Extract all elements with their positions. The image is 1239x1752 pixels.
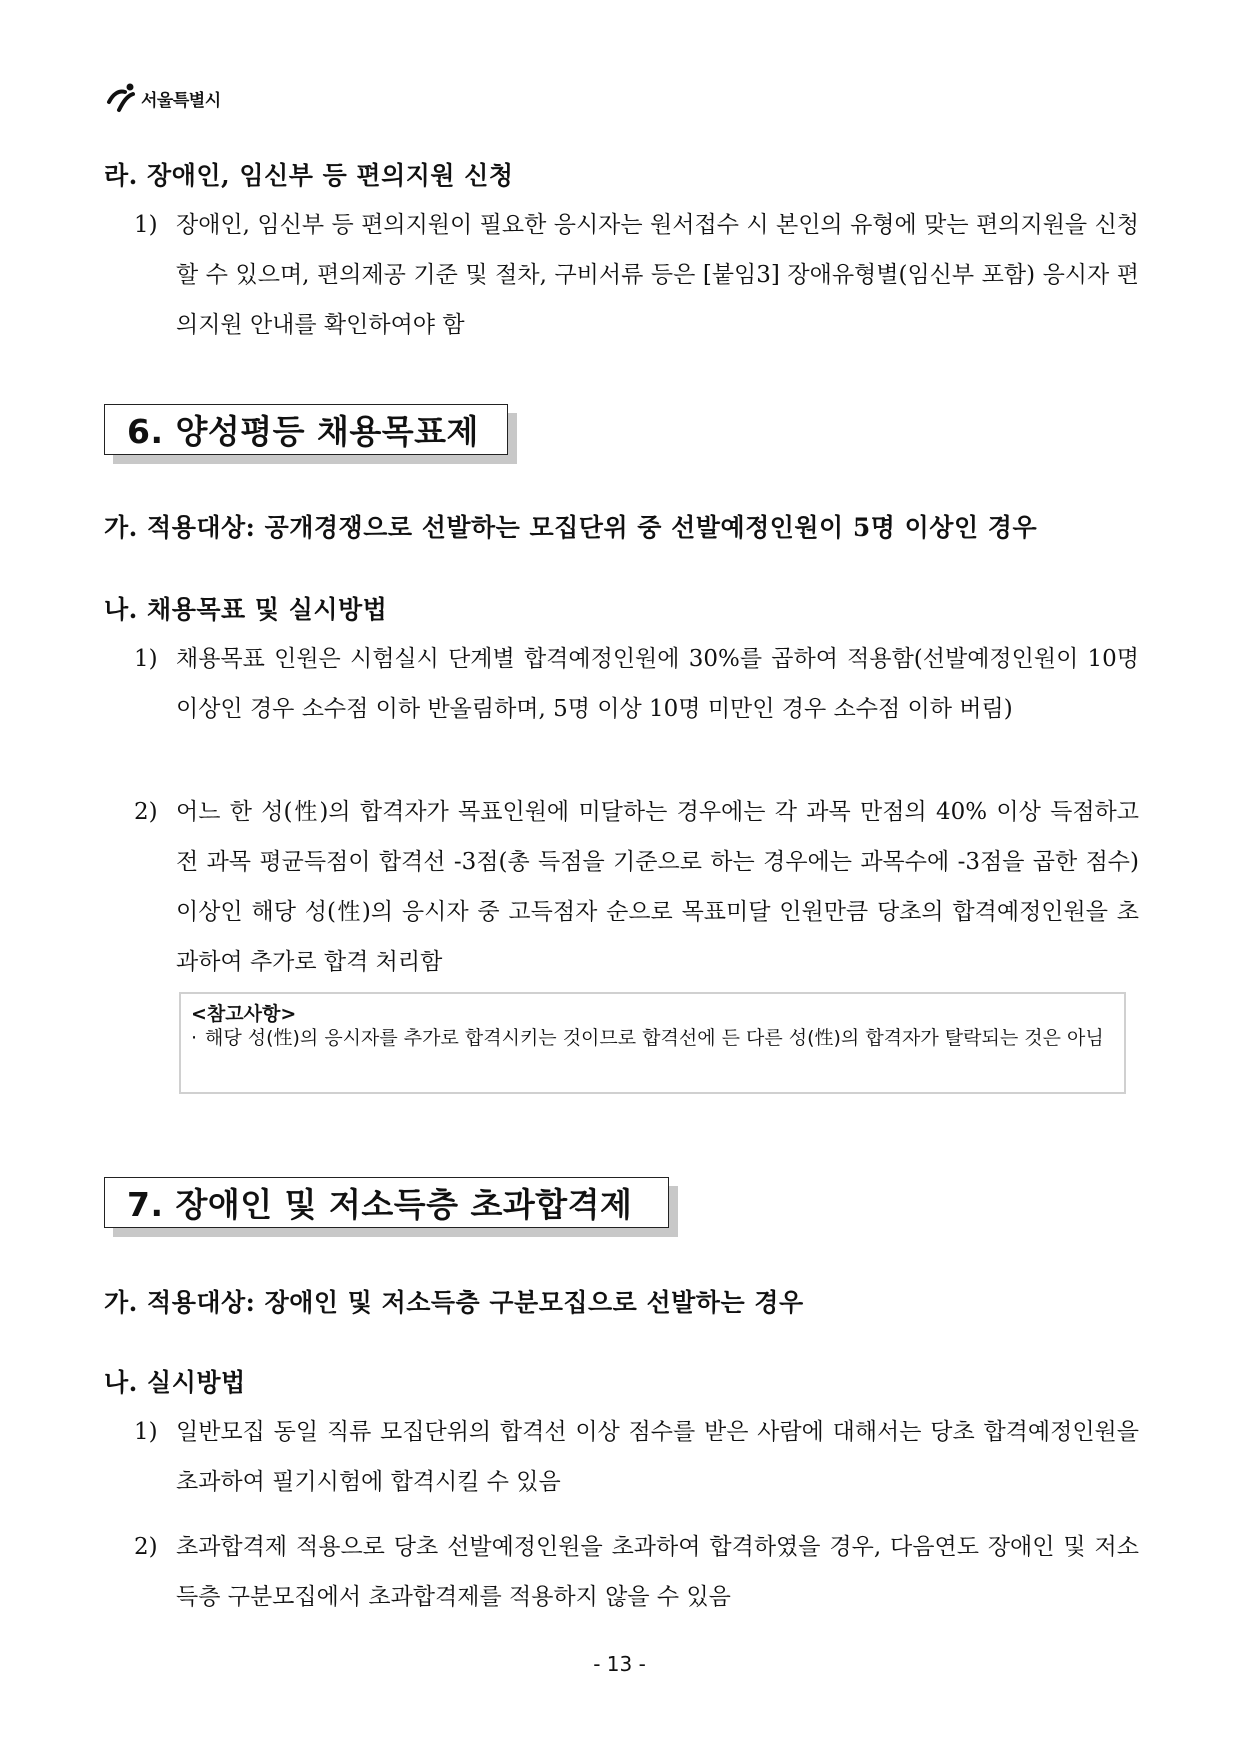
- item-text: 채용목표 인원은 시험실시 단계별 합격예정인원에 30%를 곱하여 적용함(선발예정인원이 10명 이상인 경우 소수점 이하 반올림하며, 5명 이상 10명 미만인 경우 소수점 이하 버림): [176, 646, 1139, 722]
- item-text: 초과합격제 적용으로 당초 선발예정인원을 초과하여 합격하였을 경우, 다음연도 장애인 및 저소득층 구분모집에서 초과합격제를 적용하지 않을 수 있음: [176, 1534, 1139, 1610]
- section-7-title-box: [104, 1177, 669, 1228]
- list-item: [134, 200, 1139, 350]
- note-title: <참고사항>: [191, 1003, 297, 1025]
- subheading-method: 나. 실시방법: [104, 1368, 246, 1397]
- subheading-accommodation: 라. 장애인, 임신부 등 편의지원 신청: [104, 161, 514, 190]
- item-text: 일반모집 동일 직류 모집단위의 합격선 이상 점수를 받은 사람에 대해서는 당초 합격예정인원을 초과하여 필기시험에 합격시킬 수 있음: [176, 1419, 1139, 1495]
- item-number: 2): [134, 1534, 158, 1560]
- list-item: [134, 1407, 1139, 1507]
- item-text: 어느 한 성(性)의 합격자가 목표인원에 미달하는 경우에는 각 과목 만점의 40% 이상 득점하고 전 과목 평균득점이 합격선 -3점(총 득점을 기준으로 하는 경우에는 과목수에 -3점을 곱한 점수) 이상인 해당 성(性)의 응시자 중 고득점자 순으로 목표미달 인원만큼 당초의 합격예정인원을 초과하여 추가로 합격 처리함: [176, 799, 1139, 975]
- item-number: 2): [134, 799, 158, 825]
- note-text: 해당 성(性)의 응시자를 추가로 합격시키는 것이므로 합격선에 든 다른 성(性)의 합격자가 탈락되는 것은 아님: [205, 1027, 1104, 1049]
- subheading-method: 나. 채용목표 및 실시방법: [104, 595, 388, 624]
- section-6-title: 6. 양성평등 채용목표제: [127, 412, 479, 451]
- item-text: 장애인, 임신부 등 편의지원이 필요한 응시자는 원서접수 시 본인의 유형에 맞는 편의지원을 신청할 수 있으며, 편의제공 기준 및 절차, 구비서류 등은 [붙임3] 장애유형별(임신부 포함) 응시자 편의지원 안내를 확인하여야 함: [176, 212, 1139, 338]
- seoul-logo: [103, 80, 221, 116]
- list-item: [134, 787, 1139, 987]
- reference-note-box: [179, 992, 1126, 1094]
- list-item: [134, 1522, 1139, 1622]
- seoul-logo-icon: [103, 80, 139, 116]
- bullet-marker: ·: [191, 1027, 198, 1049]
- item-number: 1): [134, 1419, 158, 1445]
- item-number: 1): [134, 646, 158, 672]
- logo-text: 서울특별시: [141, 90, 221, 111]
- section-6-title-box: [104, 404, 508, 455]
- subheading-target: 가. 적용대상: 공개경쟁으로 선발하는 모집단위 중 선발예정인원이 5명 이상인 경우: [104, 513, 1038, 542]
- list-item: [134, 634, 1139, 734]
- section-7-title: 7. 장애인 및 저소득층 초과합격제: [127, 1185, 633, 1224]
- subheading-target: 가. 적용대상: 장애인 및 저소득층 구분모집으로 선발하는 경우: [104, 1288, 804, 1317]
- page-number: - 13 -: [593, 1652, 646, 1676]
- item-number: 1): [134, 212, 158, 238]
